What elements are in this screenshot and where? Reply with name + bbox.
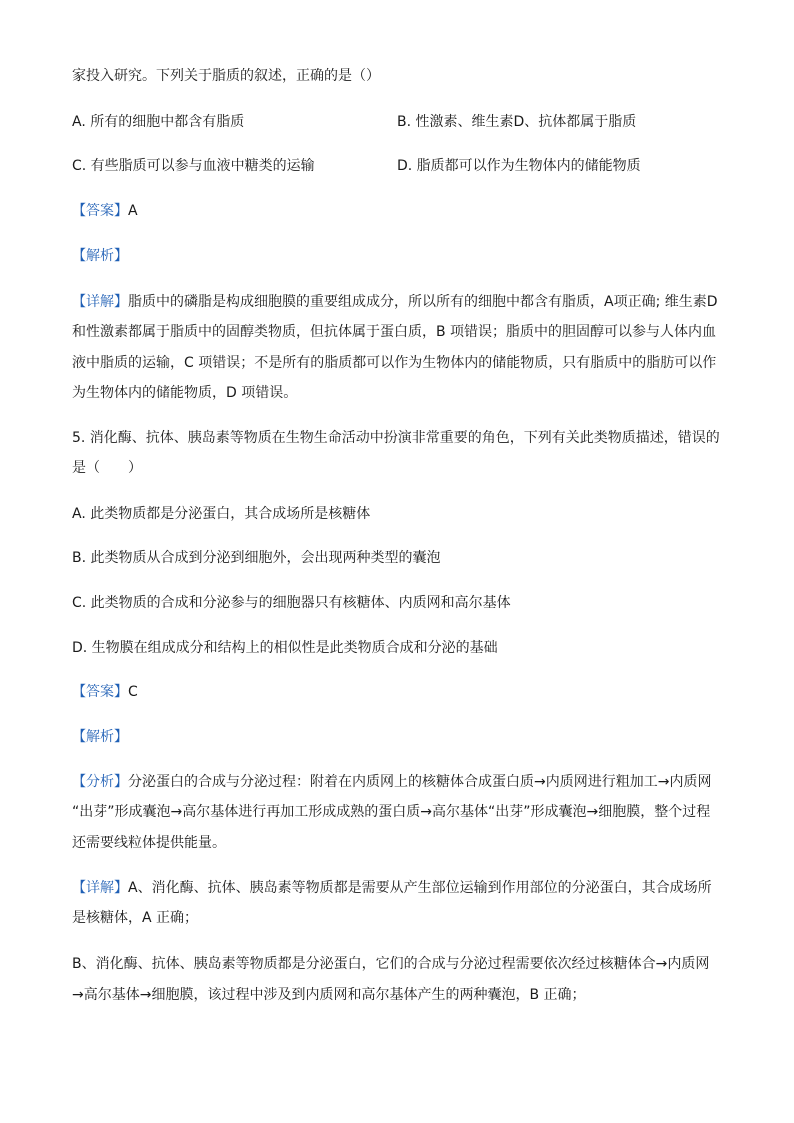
answer-value: C (128, 684, 138, 700)
q4-analysis-tag: 【解析】 (72, 248, 128, 264)
q5-detail-line-1 (72, 878, 712, 898)
detail-tag: 【详解】 (72, 294, 128, 310)
q5-fenxi-line-2: “出芽”形成囊泡→高尔基体进行再加工形成成熟的蛋白质→高尔基体“出芽”形成囊泡→细胞膜，整个过程 (72, 804, 711, 820)
fenxi-text: 分泌蛋白的合成与分泌过程：附着在内质网上的核糖体合成蛋白质→内质网进行粗加工→内质网 (128, 774, 712, 790)
q4-option-a: A. 所有的细胞中都含有脂质 (72, 114, 245, 130)
q5-detail-line-2: 是核糖体，A 正确； (72, 910, 199, 926)
q4-option-b: B. 性激素、维生素D、抗体都属于脂质 (397, 114, 637, 130)
answer-tag: 【答案】 (72, 684, 128, 700)
fenxi-tag: 【分析】 (72, 774, 128, 790)
q4-detail-line-3: 液中脂质的运输，C 项错误；不是所有的脂质都可以作为生物体内的储能物质，只有脂质中的脂肪可以作 (72, 355, 717, 371)
q5-b-line-1: B、消化酶、抗体、胰岛素等物质都是分泌蛋白，它们的合成与分泌过程需要依次经过核糖体合→内质网 (72, 956, 710, 972)
q5-option-b: B. 此类物质从合成到分泌到细胞外，会出现两种类型的囊泡 (72, 550, 441, 566)
q5-analysis-tag: 【解析】 (72, 729, 128, 745)
q4-option-c: C. 有些脂质可以参与血液中糖类的运输 (72, 158, 315, 174)
q4-answer (72, 201, 138, 221)
q4-stem-tail: 家投入研究。下列关于脂质的叙述，正确的是（） (72, 68, 380, 84)
q5-option-c: C. 此类物质的合成和分泌参与的细胞器只有核糖体、内质网和高尔基体 (72, 595, 511, 611)
q5-answer (72, 682, 138, 702)
q5-stem-line-1: 5. 消化酶、抗体、胰岛素等物质在生物生命活动中扮演非常重要的角色，下列有关此类物质描述，错误的 (72, 430, 720, 446)
q4-detail-line-2: 和性激素都属于脂质中的固醇类物质，但抗体属于蛋白质，B 项错误；脂质中的胆固醇可以参与人体内血 (72, 324, 717, 340)
q5-stem-line-2: 是（ ） (72, 460, 142, 476)
q5-option-d: D. 生物膜在组成成分和结构上的相似性是此类物质合成和分泌的基础 (72, 640, 498, 656)
answer-tag: 【答案】 (72, 203, 128, 219)
detail-text: 脂质中的磷脂是构成细胞膜的重要组成成分，所以所有的细胞中都含有脂质，A项正确; 维生素D (128, 294, 718, 310)
q5-b-line-2: →高尔基体→细胞膜，该过程中涉及到内质网和高尔基体产生的两种囊泡，B 正确； (72, 987, 586, 1003)
q5-option-a: A. 此类物质都是分泌蛋白，其合成场所是核糖体 (72, 506, 371, 522)
q5-fenxi-line-1 (72, 772, 711, 792)
q4-detail-line-1 (72, 292, 718, 312)
detail-tag: 【详解】 (72, 880, 128, 896)
q4-detail-line-4: 为生物体内的储能物质，D 项错误。 (72, 385, 298, 401)
detail-text: A、消化酶、抗体、胰岛素等物质都是需要从产生部位运输到作用部位的分泌蛋白，其合成场所 (128, 880, 712, 896)
answer-value: A (128, 203, 138, 219)
q4-option-d: D. 脂质都可以作为生物体内的储能物质 (397, 158, 641, 174)
q5-fenxi-line-3: 还需要线粒体提供能量。 (72, 835, 226, 851)
